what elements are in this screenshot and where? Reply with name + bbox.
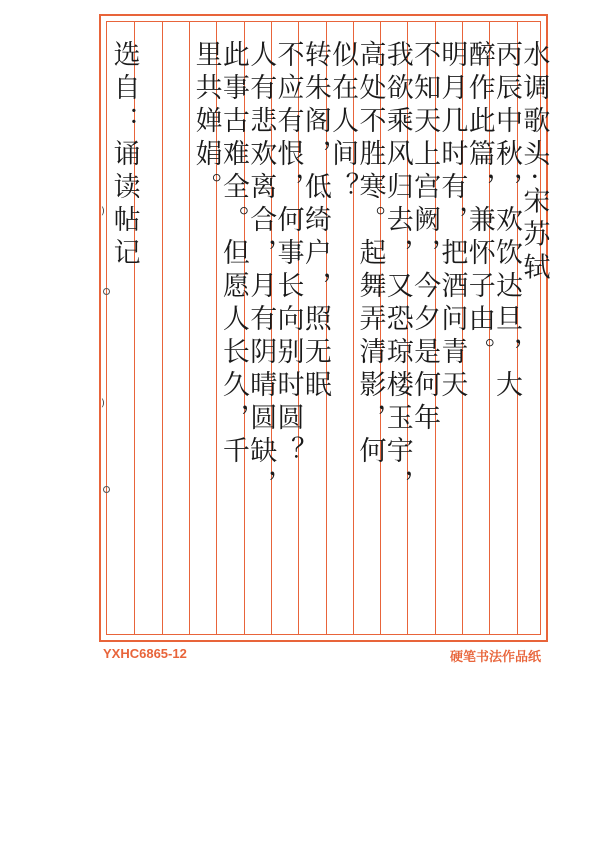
text-column: 丙辰中秋，欢饮达旦，大 [491,40,523,403]
paper-code: YXHC6865-12 [103,646,187,661]
column-line [162,22,163,634]
text-column: 水调歌头·宋苏轼 [518,40,550,286]
binding-mark: ) [101,398,105,409]
text-column: 选自：诵读帖记 [108,40,140,271]
text-column: 此事古难全。但愿人长久，千 [217,40,249,469]
text-column: 不知天上宫阙，今夕是何年 [409,40,441,436]
writing-paper-frame [99,14,548,642]
text-column: 我欲乘风归去，又恐琼楼玉宇， [381,40,413,502]
text-column: 不应有恨，何事长向别时圆？ [272,40,304,469]
text-column: 里共婵娟。 [190,40,222,205]
text-column: 人有悲欢离合，月有阴晴圆缺， [245,40,277,502]
binding-hole [103,288,110,295]
paper-title: 硬笔书法作品纸 [450,650,542,665]
text-column: 明月几时有，把酒问青天 [436,40,468,403]
text-column: 高处不胜寒。起舞弄清影，何 [354,40,386,469]
binding-hole [103,486,110,493]
text-column: 醉作此篇，兼怀子由。 [463,40,495,370]
binding-mark: ) [101,206,105,217]
text-column: 似在人间？ [327,40,359,205]
text-column: 转朱阁，低绮户，照无眠 [299,40,331,403]
writing-grid [106,21,550,635]
